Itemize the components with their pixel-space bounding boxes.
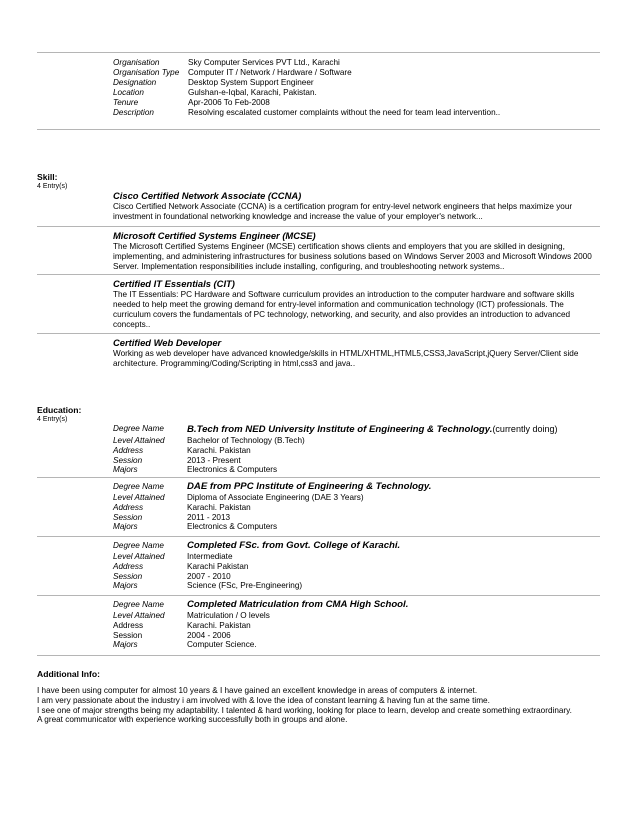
field-label: Majors <box>113 640 138 650</box>
education-divider <box>37 595 600 596</box>
field-value: Computer IT / Network / Hardware / Software <box>188 68 352 77</box>
field-value: Desktop System Support Engineer <box>188 78 314 87</box>
education-entry-count: 4 Entry(s) <box>37 416 68 423</box>
skill-description: Cisco Certified Network Associate (CCNA) is a certification program for entry-level network engineers that helps maximize your investment in foundational networking knowledge and increase the value of your employer's network... <box>113 202 573 221</box>
field-label: Level Attained <box>113 493 165 502</box>
field-label: Degree Name <box>113 541 164 550</box>
education-section-title: Education: <box>37 405 82 415</box>
skill-divider <box>37 274 600 275</box>
field-label: Description <box>113 108 154 117</box>
field-label: Organisation Type <box>113 68 180 77</box>
additional-info-title: Additional Info: <box>37 669 101 679</box>
field-label: Address <box>113 620 144 630</box>
session: 2007 - 2010 <box>187 571 231 581</box>
skill-section-title: Skill: <box>37 172 58 182</box>
education-item-btech <box>113 423 603 475</box>
education-divider <box>37 655 600 656</box>
experience-row-location <box>113 88 500 98</box>
address: Karachi. Pakistan <box>187 620 251 630</box>
field-label: Organisation <box>113 58 160 67</box>
degree-name: Completed Matriculation from CMA High School. <box>187 599 409 610</box>
skill-item-ccna <box>113 190 603 222</box>
field-value: Apr-2006 To Feb-2008 <box>188 98 270 107</box>
level-attained: Diploma of Associate Engineering (DAE 3 Years) <box>187 493 364 502</box>
field-label: Address <box>113 445 144 455</box>
skill-name: Certified IT Essentials (CIT) <box>113 278 235 289</box>
field-label: Majors <box>113 465 138 475</box>
skill-item-mcse <box>113 230 603 272</box>
field-label: Designation <box>113 78 157 87</box>
level-attained: Matriculation / O levels <box>187 611 270 620</box>
experience-block <box>113 58 500 118</box>
additional-info-line: I am very passionate about the industry i am involved with & love the idea of constant learning & having fun at the same time. <box>37 695 490 705</box>
skill-item-web-developer <box>113 337 603 369</box>
majors: Computer Science. <box>187 640 257 650</box>
degree-name: B.Tech from NED University Institute of Engineering & Technology.(currently doing) <box>187 424 558 435</box>
session: 2011 - 2013 <box>187 512 231 522</box>
field-label: Session <box>113 512 143 522</box>
field-label: Address <box>113 561 144 571</box>
address: Karachi Pakistan <box>187 561 249 571</box>
skill-item-cit <box>113 278 603 330</box>
majors: Electronics & Computers <box>187 465 278 475</box>
experience-row-tenure <box>113 98 500 108</box>
education-divider <box>37 536 600 537</box>
field-label: Session <box>113 455 143 465</box>
education-divider <box>37 477 600 478</box>
field-label: Degree Name <box>113 600 164 609</box>
skill-description: Working as web developer have advanced knowledge/skills in HTML/XHTML,HTML5,CSS3,JavaScript,jQuery Server/Client side architecture. Programming/Coding/Scripting in html,css3 and java.. <box>113 349 579 368</box>
skill-divider <box>37 333 600 334</box>
field-label: Address <box>113 502 144 512</box>
session: 2004 - 2006 <box>187 630 231 640</box>
field-label: Session <box>113 571 143 581</box>
degree-note: (currently doing) <box>492 424 558 434</box>
additional-info-body <box>37 686 607 725</box>
skill-entry-count: 4 Entry(s) <box>37 183 68 190</box>
skill-name: Cisco Certified Network Associate (CCNA) <box>113 190 302 201</box>
degree-name: Completed FSc. from Govt. College of Karachi. <box>187 540 401 551</box>
skill-name: Microsoft Certified Systems Engineer (MCSE) <box>113 230 316 241</box>
field-label: Degree Name <box>113 424 164 433</box>
field-label: Level Attained <box>113 552 165 561</box>
education-item-fsc <box>113 540 603 591</box>
level-attained: Intermediate <box>187 552 233 561</box>
address: Karachi. Pakistan <box>187 502 251 512</box>
field-label: Tenure <box>113 98 139 107</box>
field-label: Session <box>113 630 143 640</box>
additional-info-line: A great communicator with experience working successfully both in groups and alone. <box>37 715 348 725</box>
experience-row-organisation-type <box>113 68 500 78</box>
experience-divider <box>37 129 600 130</box>
session: 2013 - Present <box>187 455 241 465</box>
field-label: Degree Name <box>113 482 164 491</box>
majors: Electronics & Computers <box>187 522 278 532</box>
field-label: Location <box>113 88 144 97</box>
experience-row-description <box>113 108 500 118</box>
field-label: Level Attained <box>113 611 165 620</box>
education-item-matric <box>113 599 603 650</box>
field-label: Level Attained <box>113 436 165 445</box>
skill-divider <box>37 226 600 227</box>
address: Karachi. Pakistan <box>187 445 251 455</box>
majors: Science (FSc, Pre-Engineering) <box>187 581 303 591</box>
degree-name: DAE from PPC Institute of Engineering & Technology. <box>187 481 432 492</box>
education-item-dae <box>113 481 603 532</box>
field-label: Majors <box>113 581 138 591</box>
top-divider <box>37 52 600 53</box>
field-value: Gulshan-e-Iqbal, Karachi, Pakistan. <box>188 88 317 97</box>
additional-info-line: I have been using computer for almost 10 years & I have gained an excellent knowledge in areas of computers & internet. <box>37 686 478 695</box>
level-attained: Bachelor of Technology (B.Tech) <box>187 436 305 445</box>
skill-name: Certified Web Developer <box>113 337 222 348</box>
additional-info-line: I see one of major strengths being my adaptability. I talented & hard working, looking for place to learn, develop and create something extraordinary. <box>37 705 572 715</box>
experience-row-organisation <box>113 58 500 68</box>
field-value: Resolving escalated customer complaints without the need for team lead intervention.. <box>188 108 501 117</box>
skill-description: The Microsoft Certified Systems Engineer (MCSE) certification shows clients and employers that you are skilled in designing, implementing, and administering infrastructures for business solutions based on Windows Server 2003 and Microsoft Windows 2000 Server. Implementation responsibilities include installing, configuring, and troubleshooting network systems.. <box>113 242 592 271</box>
field-label: Majors <box>113 522 138 532</box>
experience-row-designation <box>113 78 500 88</box>
field-value: Sky Computer Services PVT Ltd., Karachi <box>188 58 340 67</box>
skill-description: The IT Essentials: PC Hardware and Software curriculum provides an introduction to the computer hardware and software skills needed to help meet the growing demand for entry-level information and communication technology (ICT) professionals. The curriculum covers the fundamentals of PC technology, networking, and security, and also provides an introduction to advanced concepts.. <box>113 290 575 329</box>
